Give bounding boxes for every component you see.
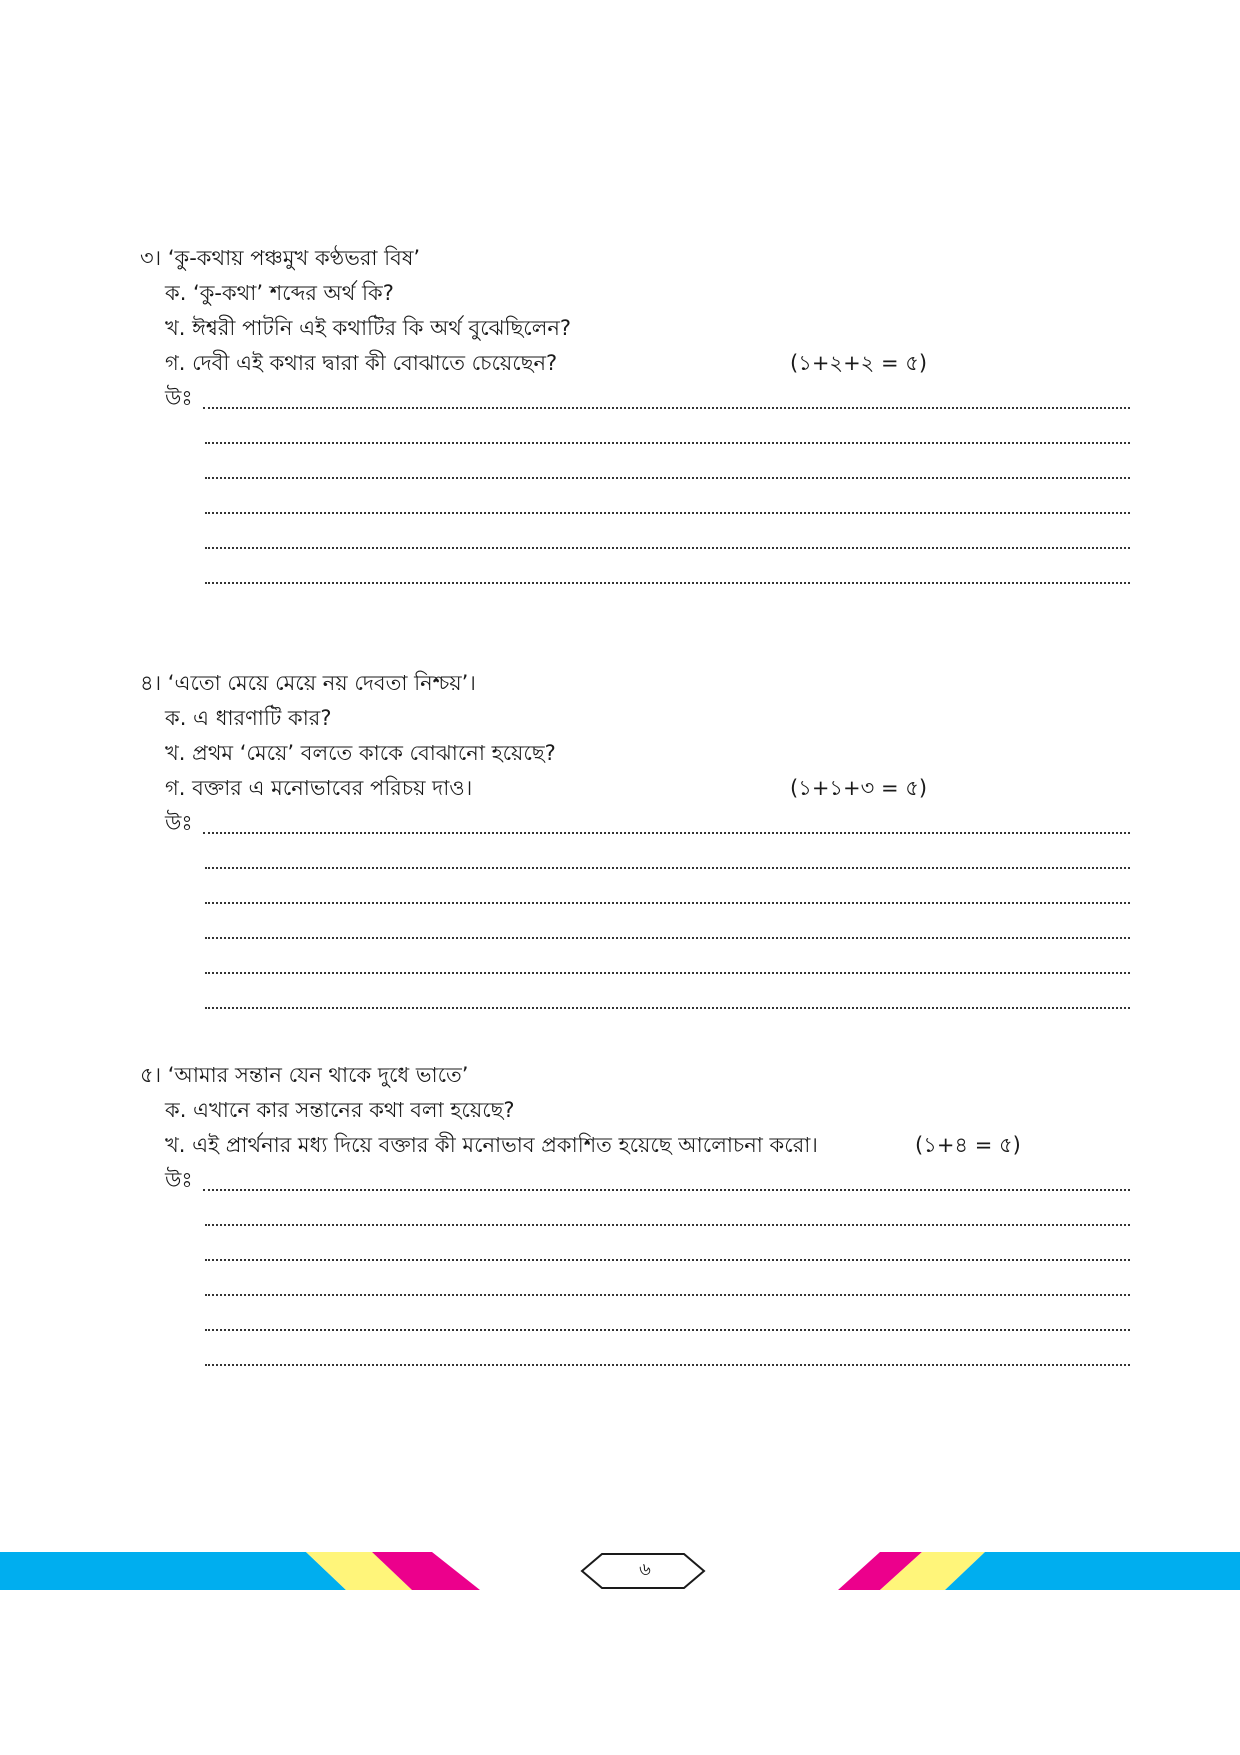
answer-line[interactable] [205, 902, 1130, 904]
answer-line[interactable] [205, 867, 1130, 869]
question-title: ৪। ‘এতো মেয়ে মেয়ে নয় দেবতা নিশ্চয়’। [140, 671, 476, 695]
answer-line-row[interactable] [140, 1303, 1130, 1338]
answer-line[interactable] [205, 512, 1130, 514]
answer-line-row[interactable] [140, 876, 1130, 911]
question-part-ga-text: গ. বক্তার এ মনোভাবের পরিচয় দাও। [165, 776, 473, 800]
answer-line[interactable] [205, 442, 1130, 444]
answer-line[interactable] [205, 1294, 1130, 1296]
answer-line[interactable] [203, 832, 1130, 834]
answer-label: উঃ [165, 1168, 193, 1192]
question-part-ka: ক. এখানে কার সন্তানের কথা বলা হয়েছে? [165, 1098, 515, 1122]
answer-line[interactable] [203, 1189, 1130, 1191]
question-part-ga [140, 771, 1130, 806]
answer-line-row[interactable] [140, 981, 1130, 1016]
page-number: ৬ [639, 1558, 651, 1580]
answer-line-row[interactable] [140, 1268, 1130, 1303]
marks-label: (১+২+২ = ৫) [790, 351, 928, 375]
marks-label: (১+৪ = ৫) [915, 1133, 1021, 1157]
answer-area[interactable] [165, 381, 1130, 416]
footer-band-right-cyan [945, 1552, 1240, 1590]
answer-label: উঃ [165, 386, 193, 410]
question-part-kha-text: খ. এই প্রার্থনার মধ্য দিয়ে বক্তার কী মনোভাব প্রকাশিত হয়েছে আলোচনা করো। [165, 1133, 818, 1157]
answer-line-row[interactable] [140, 521, 1130, 556]
answer-line[interactable] [205, 1007, 1130, 1009]
answer-line-row[interactable] [140, 486, 1130, 521]
question-part-ka: ক. ‘কু-কথা’ শব্দের অর্থ কি? [165, 281, 394, 305]
answer-line-row[interactable] [140, 416, 1130, 451]
answer-line[interactable] [205, 1329, 1130, 1331]
question-part-kha: খ. ঈশ্বরী পাটনি এই কথাটির কি অর্থ বুঝেছিলেন? [165, 316, 572, 340]
question-title: ৩। ‘কু-কথায় পঞ্চমুখ কণ্ঠভরা বিষ’ [140, 246, 421, 270]
footer-band-left-cyan [0, 1552, 346, 1590]
answer-line[interactable] [205, 1224, 1130, 1226]
answer-line[interactable] [205, 972, 1130, 974]
answer-line-row[interactable] [140, 1198, 1130, 1233]
answer-line[interactable] [205, 937, 1130, 939]
answer-line-row[interactable] [140, 841, 1130, 876]
answer-line[interactable] [205, 1364, 1130, 1366]
answer-area[interactable] [165, 806, 1130, 841]
answer-line[interactable] [205, 582, 1130, 584]
question-5 [140, 1058, 1130, 1373]
answer-line-row[interactable] [140, 946, 1130, 981]
answer-line-row[interactable] [140, 556, 1130, 591]
question-part-kha [140, 1128, 1130, 1163]
question-part-ka: ক. এ ধারণাটি কার? [165, 706, 332, 730]
answer-line[interactable] [203, 407, 1130, 409]
answer-line[interactable] [205, 547, 1130, 549]
answer-area[interactable] [165, 1163, 1130, 1198]
question-part-kha: খ. প্রথম ‘মেয়ে’ বলতে কাকে বোঝানো হয়েছে? [165, 741, 556, 765]
answer-line[interactable] [205, 1259, 1130, 1261]
marks-label: (১+১+৩ = ৫) [790, 776, 928, 800]
answer-line[interactable] [205, 477, 1130, 479]
question-part-ga [140, 346, 1130, 381]
question-part-ga-text: গ. দেবী এই কথার দ্বারা কী বোঝাতে চেয়েছেন? [165, 351, 558, 375]
answer-line-row[interactable] [140, 1338, 1130, 1373]
question-title: ৫। ‘আমার সন্তান যেন থাকে দুধে ভাতে’ [140, 1063, 469, 1087]
answer-label: উঃ [165, 811, 193, 835]
answer-line-row[interactable] [140, 911, 1130, 946]
answer-line-row[interactable] [140, 1233, 1130, 1268]
question-4 [140, 666, 1130, 1016]
answer-line-row[interactable] [140, 451, 1130, 486]
question-3 [140, 241, 1130, 591]
